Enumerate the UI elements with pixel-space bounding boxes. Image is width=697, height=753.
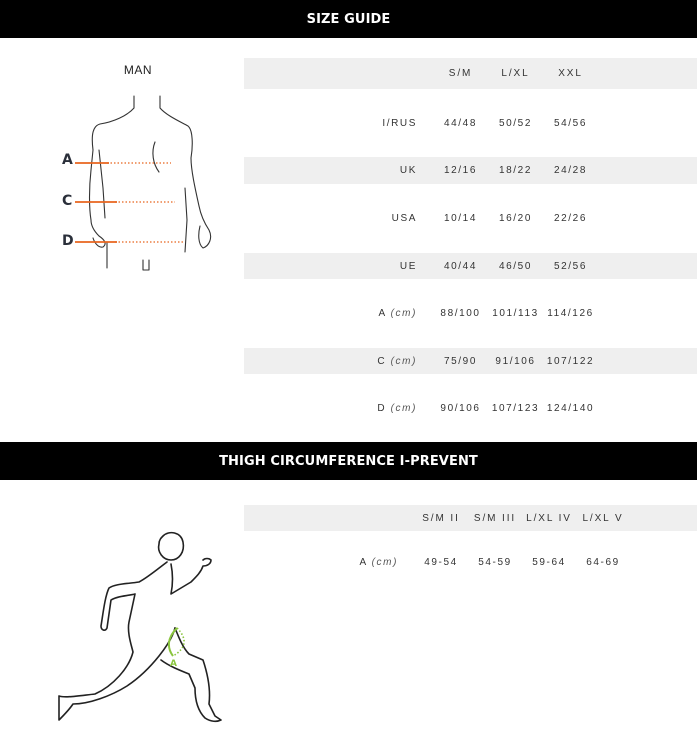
cell: 16/20 bbox=[498, 213, 533, 224]
table-row bbox=[244, 89, 697, 157]
cell: 46/50 bbox=[488, 253, 543, 279]
row-label bbox=[244, 279, 433, 348]
row-label-text: A bbox=[359, 556, 368, 568]
row-label bbox=[244, 348, 433, 374]
cell: 44/48 bbox=[443, 117, 478, 129]
table-row bbox=[244, 253, 697, 279]
row-unit: (cm) bbox=[371, 556, 398, 568]
marker-d: D bbox=[62, 233, 74, 249]
table-row bbox=[244, 279, 697, 348]
table-row bbox=[244, 157, 697, 184]
row-unit: (cm) bbox=[390, 308, 417, 319]
cell: 40/44 bbox=[433, 253, 488, 279]
thigh-banner bbox=[0, 442, 697, 480]
thigh-marker-a: A bbox=[170, 659, 177, 669]
row-label-text: A bbox=[378, 308, 387, 319]
cell: 75/90 bbox=[433, 348, 488, 374]
cell: 91/106 bbox=[488, 348, 543, 374]
cell: 18/22 bbox=[488, 157, 543, 184]
cell: 90/106 bbox=[440, 403, 481, 414]
row-label-text: C bbox=[377, 355, 387, 367]
cell: 50/52 bbox=[498, 117, 533, 129]
size-guide-title: SIZE GUIDE bbox=[306, 11, 391, 27]
row-label: USA bbox=[391, 213, 417, 224]
man-body-illustration bbox=[55, 92, 225, 277]
row-label-text: D bbox=[377, 403, 387, 414]
size-header: S/M III bbox=[468, 505, 522, 531]
runner-illustration bbox=[55, 528, 230, 753]
size-header: S/M II bbox=[414, 505, 468, 531]
row-label: UE bbox=[244, 253, 433, 279]
cell: 101/113 bbox=[492, 308, 539, 319]
cell: 88/100 bbox=[440, 308, 481, 319]
table-row bbox=[244, 531, 697, 593]
cell: 52/56 bbox=[543, 253, 598, 279]
cell: 107/122 bbox=[543, 348, 598, 374]
size-header: L/XL V bbox=[576, 505, 630, 531]
row-unit: (cm) bbox=[390, 355, 417, 367]
row-label: UK bbox=[244, 157, 433, 184]
cell: 49-54 bbox=[424, 556, 458, 568]
size-guide-banner bbox=[0, 0, 697, 38]
cell: 12/16 bbox=[433, 157, 488, 184]
marker-c: C bbox=[62, 193, 73, 209]
row-unit: (cm) bbox=[390, 403, 417, 414]
size-header: L/XL bbox=[488, 58, 543, 89]
cell: 114/126 bbox=[547, 308, 594, 319]
size-table bbox=[244, 58, 697, 443]
thigh-title: THIGH CIRCUMFERENCE I-PREVENT bbox=[219, 453, 478, 469]
thigh-table-header bbox=[244, 505, 697, 531]
cell: 54/56 bbox=[553, 117, 588, 129]
cell: 22/26 bbox=[553, 213, 588, 224]
row-label: I/RUS bbox=[382, 117, 417, 129]
size-header: L/XL IV bbox=[522, 505, 576, 531]
row-label bbox=[244, 374, 433, 443]
size-table-header bbox=[244, 58, 697, 89]
table-row bbox=[244, 184, 697, 253]
size-header: XXL bbox=[543, 58, 598, 89]
table-row bbox=[244, 374, 697, 443]
cell: 107/123 bbox=[491, 403, 540, 414]
thigh-table bbox=[244, 505, 697, 593]
row-label bbox=[244, 531, 414, 593]
cell: 64-69 bbox=[586, 556, 620, 568]
cell: 124/140 bbox=[546, 403, 595, 414]
cell: 54-59 bbox=[478, 556, 512, 568]
cell: 24/28 bbox=[543, 157, 598, 184]
marker-a: A bbox=[62, 152, 73, 168]
cell: 59-64 bbox=[532, 556, 566, 568]
figure-label: MAN bbox=[123, 63, 153, 77]
cell: 10/14 bbox=[443, 213, 478, 224]
table-row bbox=[244, 348, 697, 374]
size-header: S/M bbox=[433, 58, 488, 89]
